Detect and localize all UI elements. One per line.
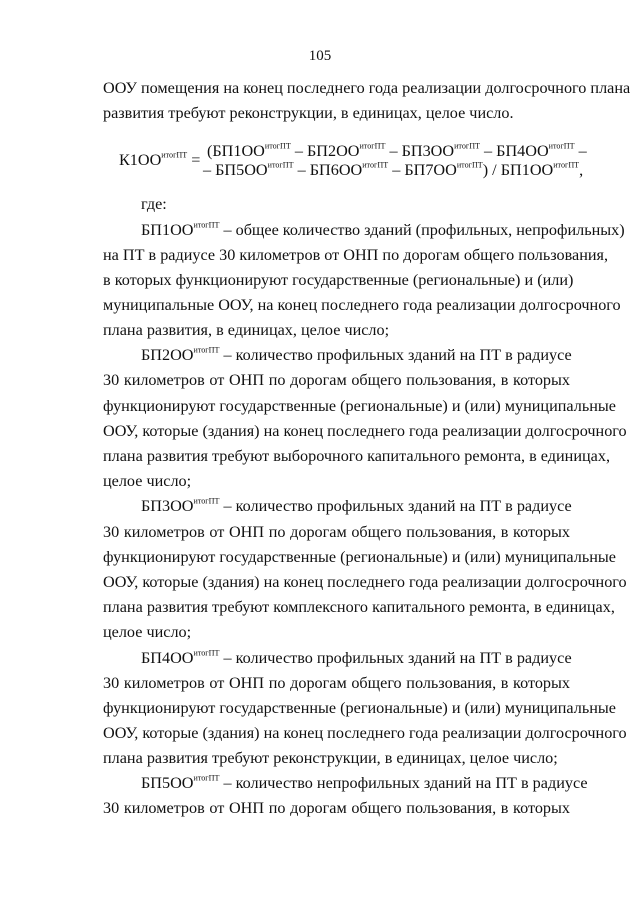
text-line: функционируют государственные (региональные) и (или) муниципальные — [103, 548, 616, 566]
definition-bp2: $БП2ОО^{итогПТ}$ – количество профильных зданий на ПТ в радиусе — [141, 345, 572, 364]
text-line: функционируют государственные (региональные) и (или) муниципальные — [103, 397, 616, 415]
page-number: 105 — [308, 48, 332, 64]
text-line: на ПТ в радиусе 30 километров от ОНП по дорогам общего пользования, — [103, 246, 609, 264]
text-line: целое число; — [103, 472, 192, 490]
definition-bp3: $БП3ОО^{итогПТ}$ – количество профильных зданий на ПТ в радиусе — [141, 496, 572, 515]
text-line: 30 километров от ОНП по дорогам общего пользования, в которых — [103, 674, 570, 692]
text-line: в которых функционируют государственные (региональные) и (или) — [103, 271, 574, 289]
definition-bp5: $БП5ОО^{итогПТ}$ – количество непрофильных зданий на ПТ в радиусе — [141, 773, 588, 792]
text-line: муниципальные ООУ, на конец последнего года реализации долгосрочного — [103, 296, 621, 314]
text-line: 30 километров от ОНП по дорогам общего пользования, в которых — [103, 523, 570, 541]
formula-line-1: ($БП1ОО^{итогПТ} - БП2ОО^{итогПТ} - БП3ОО^{итогПТ} - БП4ОО^{итогПТ}$ – — [207, 141, 587, 160]
text-line: 30 километров от ОНП по дорогам общего пользования, в которых — [103, 371, 570, 389]
definition-bp4: $БП4ОО^{итогПТ}$ – количество профильных зданий на ПТ в радиусе — [141, 648, 572, 667]
text-line: функционируют государственные (региональные) и (или) муниципальные — [103, 699, 616, 717]
text-line: плана развития требуют выборочного капитального ремонта, в единицах, — [103, 447, 610, 465]
text-line: ООУ, которые (здания) на конец последнего года реализации долгосрочного — [103, 422, 627, 440]
where-label: где: — [141, 195, 167, 213]
text-line: ООУ, которые (здания) на конец последнего года реализации долгосрочного — [103, 573, 627, 591]
text-line: плана развития требуют комплексного капитального ремонта, в единицах, — [103, 598, 615, 616]
formula-lhs: $К1ОО^{итогПТ}$ = — [119, 150, 201, 169]
text-line: ООУ помещения на конец последнего года реализации долгосрочного плана — [103, 79, 631, 97]
formula-line-2: – $БП5ОО^{итогПТ} - БП6ОО^{итогПТ} - БП7ОО^{итогПТ}) / БП1ОО^{итогПТ}$, — [203, 160, 584, 179]
text-line: 30 километров от ОНП по дорогам общего пользования, в которых — [103, 799, 570, 817]
text-line: плана развития, в единицах, целое число; — [103, 321, 390, 339]
text-line: развития требуют реконструкции, в единицах, целое число. — [103, 104, 514, 122]
text-line: плана развития требуют реконструкции, в единицах, целое число; — [103, 749, 558, 767]
text-line: целое число; — [103, 623, 192, 641]
definition-bp1: $БП1ОО^{итогПТ}$ – общее количество зданий (профильных, непрофильных) — [141, 220, 625, 239]
text-line: ООУ, которые (здания) на конец последнего года реализации долгосрочного — [103, 724, 627, 742]
